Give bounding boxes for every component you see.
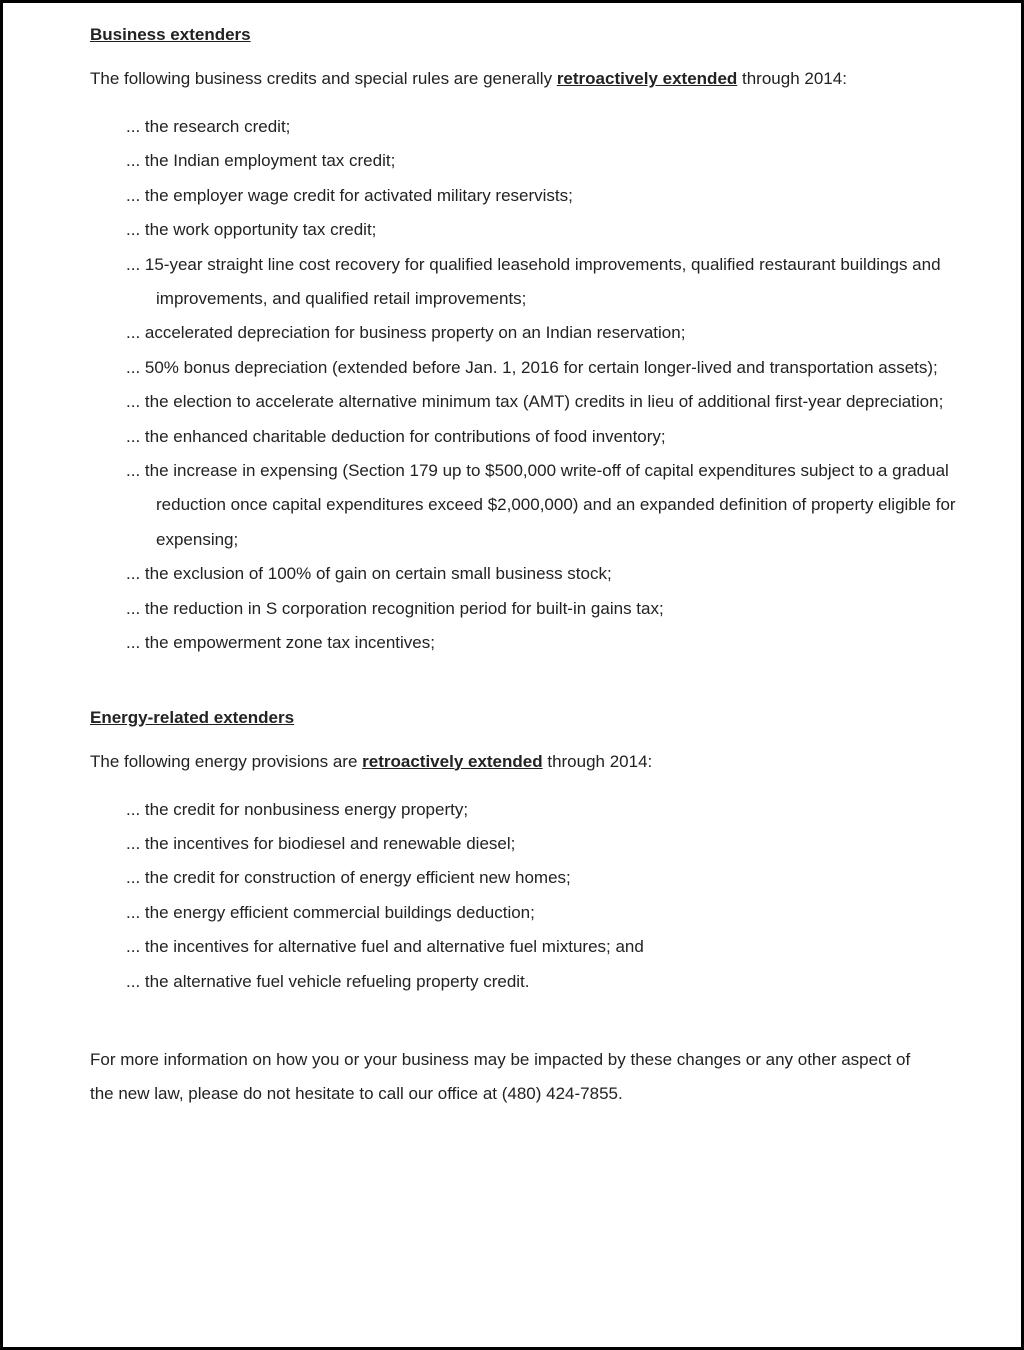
intro-emphasis: retroactively extended [362, 751, 543, 771]
business-extenders-intro [90, 67, 960, 91]
list-item: ... the increase in expensing (Section 179 up to $500,000 write-off of capital expenditures subject to a gradual reduction once capital expenditures exceed $2,000,000) and an expanded definition of property eligible for expensing; [126, 461, 956, 549]
intro-emphasis: retroactively extended [556, 69, 738, 88]
energy-extenders-heading: Energy-related extenders [90, 707, 295, 727]
list-item: ... accelerated depreciation for business property on an Indian reservation; [126, 323, 686, 343]
list-item: ... the Indian employment tax credit; [126, 151, 396, 171]
list-item: ... the empowerment zone tax incentives; [126, 633, 435, 653]
list-item: ... the enhanced charitable deduction for contributions of food inventory; [126, 426, 666, 446]
list-item: ... 15-year straight line cost recovery for qualified leasehold improvements, qualified restaurant buildings and improvements, and qualified retail improvements; [126, 254, 941, 309]
list-item: ... the research credit; [126, 117, 291, 136]
list-item: ... 50% bonus depreciation (extended before Jan. 1, 2016 for certain longer-lived and transportation assets); [126, 357, 938, 377]
document-content [90, 23, 960, 1129]
intro-text: The following energy provisions are [90, 751, 363, 771]
list-item: ... the employer wage credit for activated military reservists; [126, 185, 573, 205]
intro-text: The following business credits and special rules are generally [90, 69, 557, 88]
intro-text-end: through 2014: [737, 69, 847, 88]
business-extenders-heading: Business extenders [90, 25, 251, 44]
list-item: ... the incentives for alternative fuel and alternative fuel mixtures; and [126, 937, 644, 957]
list-item: ... the incentives for biodiesel and renewable diesel; [126, 833, 516, 853]
energy-extenders-section [90, 706, 960, 999]
list-item: ... the work opportunity tax credit; [126, 220, 377, 240]
list-item: ... the election to accelerate alternative minimum tax (AMT) credits in lieu of additional first-year depreciation; [126, 392, 944, 412]
list-item: ... the reduction in S corporation recognition period for built-in gains tax; [126, 598, 664, 618]
energy-extenders-list [90, 793, 960, 999]
list-item: ... the alternative fuel vehicle refueling property credit. [126, 971, 530, 991]
business-extenders-list [90, 110, 960, 661]
list-item: ... the exclusion of 100% of gain on certain small business stock; [126, 564, 612, 584]
list-item: ... the credit for nonbusiness energy property; [126, 799, 469, 819]
list-item: ... the energy efficient commercial buildings deduction; [126, 902, 535, 922]
closing-paragraph: For more information on how you or your business may be impacted by these changes or any other aspect of the new law, please do not hesitate to call our office at (480) 424-7855. [90, 1049, 911, 1104]
list-item: ... the credit for construction of energy efficient new homes; [126, 868, 571, 888]
intro-text-end: through 2014: [542, 751, 653, 771]
business-extenders-section [90, 23, 960, 661]
energy-extenders-intro [90, 750, 960, 774]
